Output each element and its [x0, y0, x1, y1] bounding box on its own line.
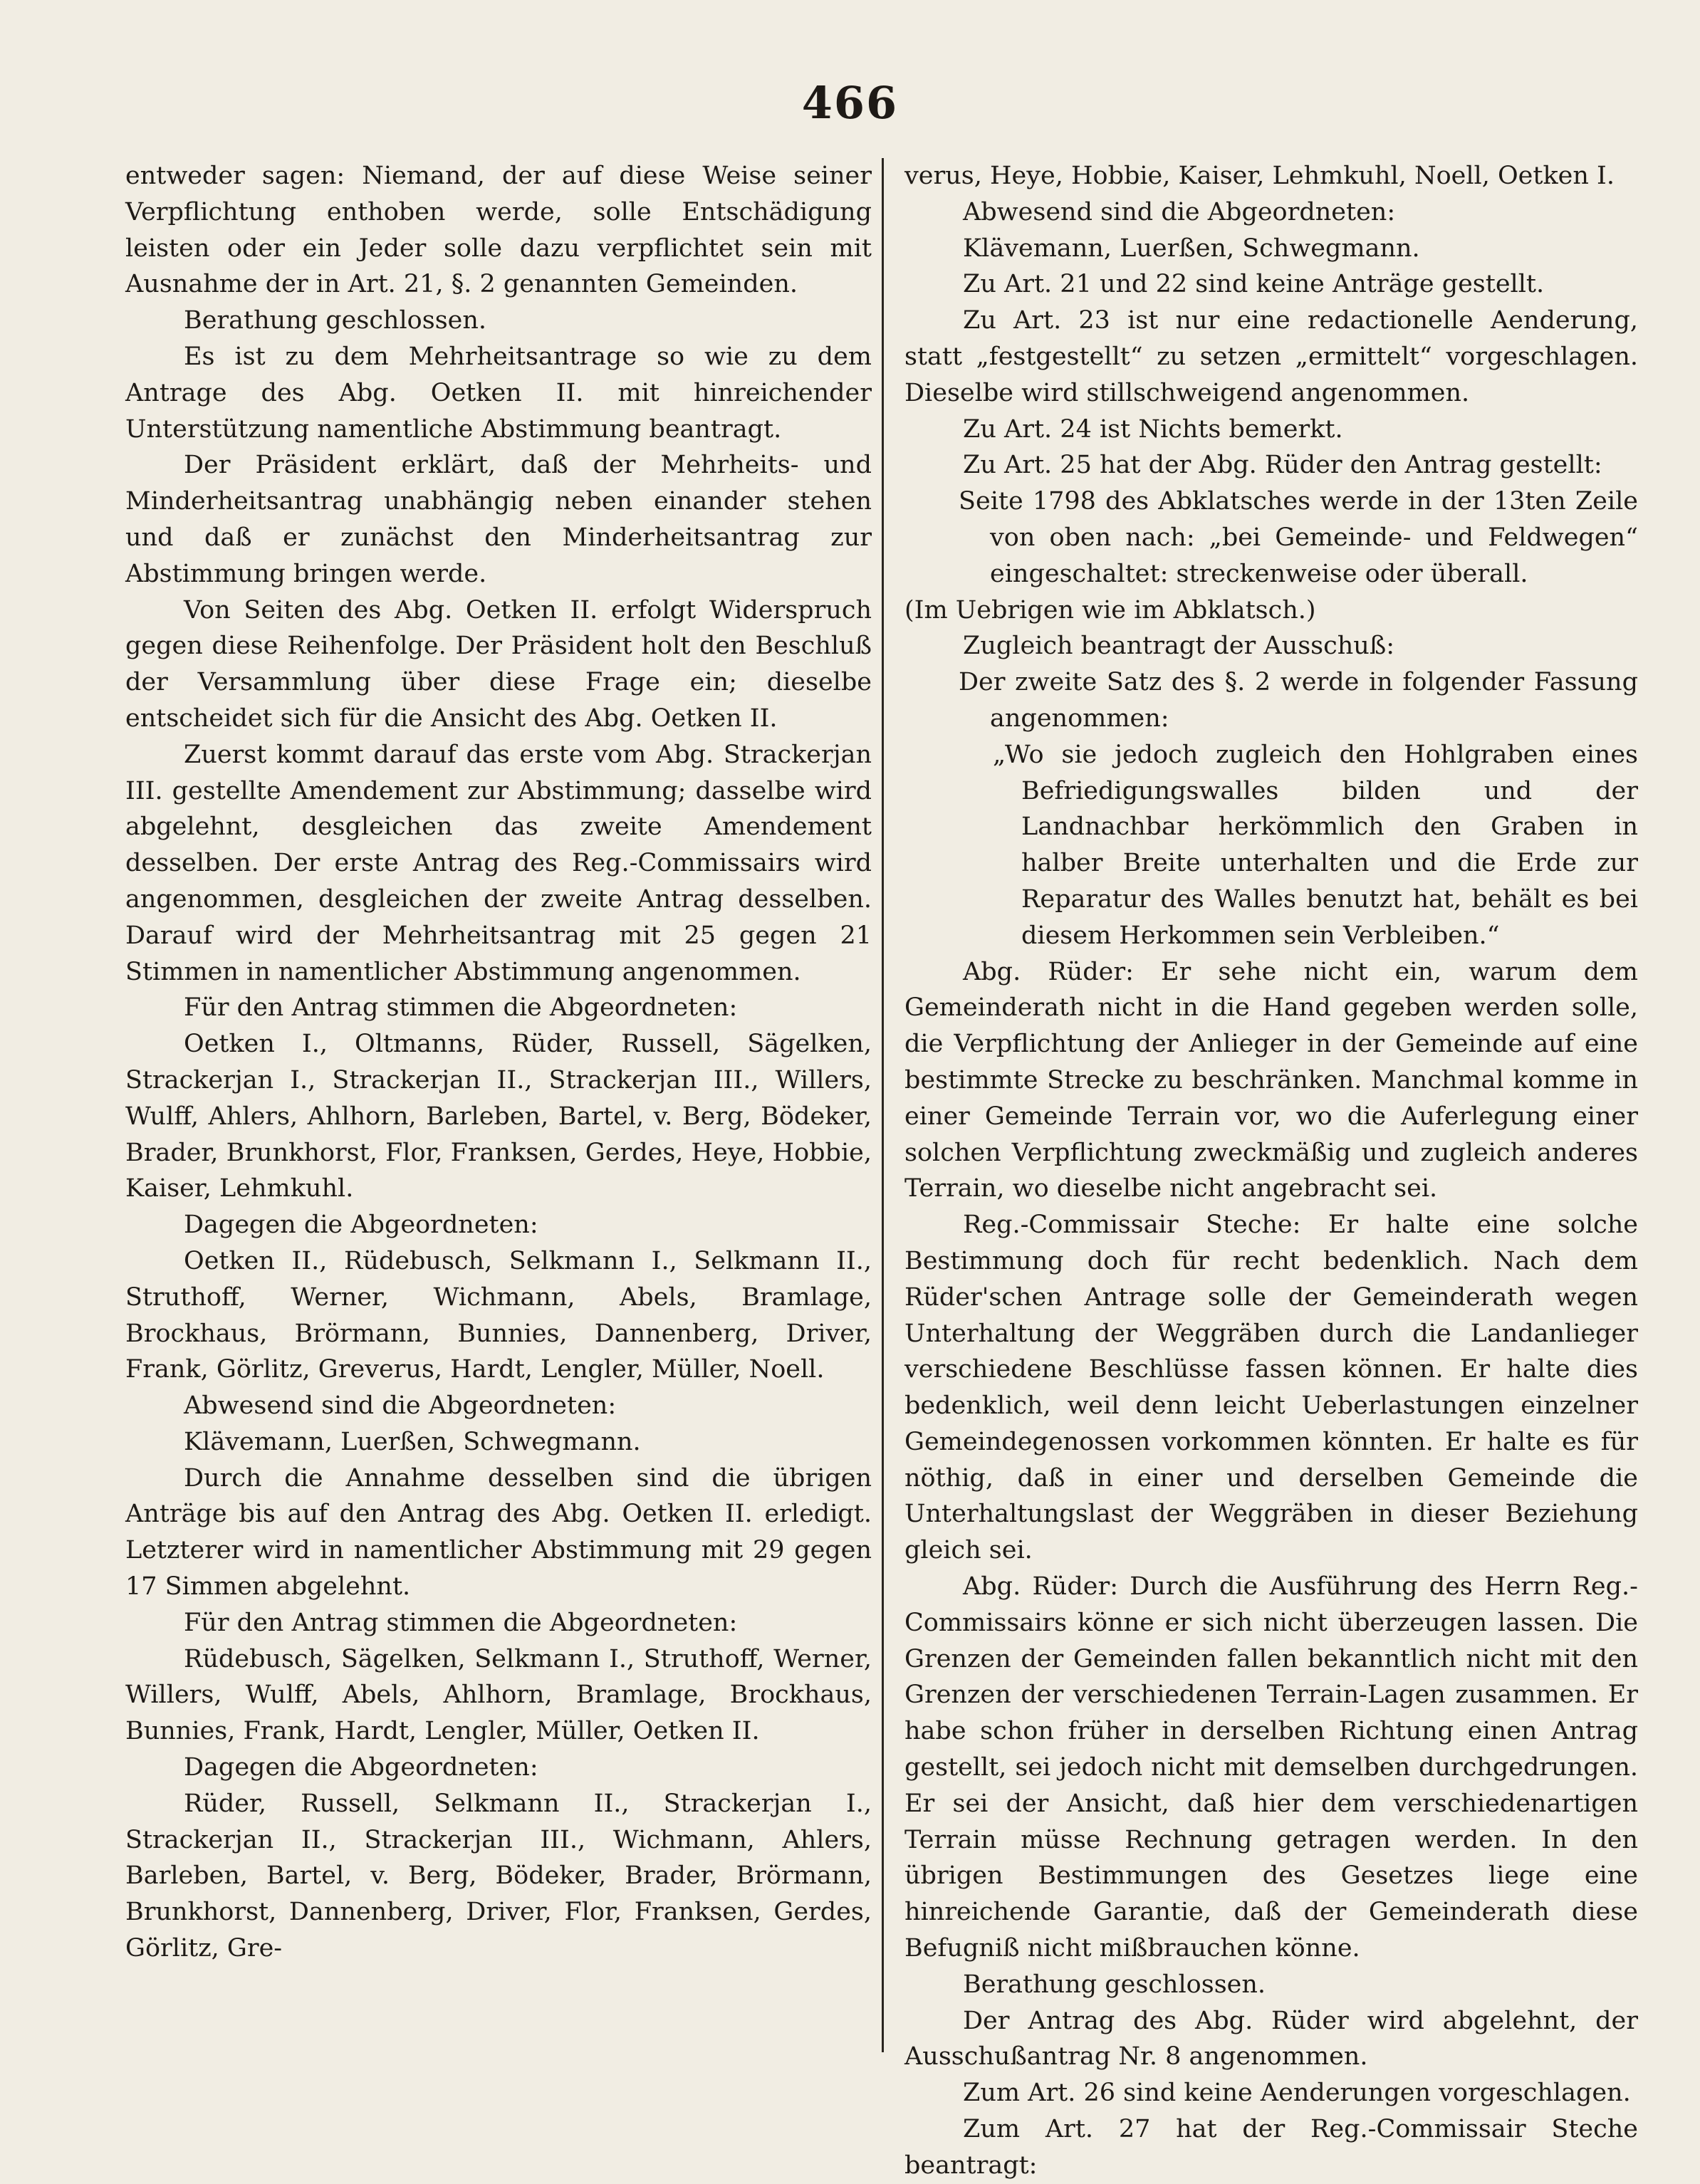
paragraph: entweder sagen: Niemand, der auf diese Weise seiner Verpflichtung enthoben werde, solle Entschädigung leisten oder ein Jeder solle dazu verpflichtet sein mit Ausnahme der in Art. 21, §. 2 genannten Gemeinden.	[125, 162, 872, 299]
page-number: 466	[801, 77, 899, 129]
vote-heading: Dagegen die Abgeordneten:	[184, 1211, 538, 1240]
speech: Reg.-Commissair Steche: Er halte eine solche Bestimmung doch für recht bedenklich. Nach dem Rüder'schen Antrage solle der Gemeinderath wegen Unterhaltung der Weggräben durch die Landanlieger verschiedene Beschlüsse fassen können. Er halte dies bedenklich, weil denn leicht Ueberlastungen einzelner Gemeindegenossen vorkommen könnten. Er halte es für nöthig, daß in einer und derselben Gemeinde die Unterhaltungslast der Weggräben in dieser Beziehung gleich sei.	[904, 1211, 1638, 1565]
name-list: Klävemann, Luerßen, Schwegmann.	[184, 1427, 641, 1456]
paragraph: Zu Art. 24 ist Nichts bemerkt.	[963, 414, 1343, 444]
paragraph: Durch die Annahme desselben sind die übrigen Anträge bis auf den Antrag des Abg. Oetken II. erledigt. Letzterer wird in namentlicher Abstimmung mit 29 gegen 17 Simmen abgelehnt.	[125, 1463, 872, 1602]
paragraph: Es ist zu dem Mehrheitsantrage so wie zu dem Antrage des Abg. Oetken II. mit hinreichender Unterstützung namentliche Abstimmung beantragt.	[125, 342, 872, 444]
vote-heading: Abwesend sind die Abgeordneten:	[963, 197, 1396, 226]
paragraph: Zum Art. 27 hat der Reg.-Commissair Steche beantragt:	[904, 2115, 1638, 2180]
paragraph: Der Antrag des Abg. Rüder wird abgelehnt, der Ausschußantrag Nr. 8 angenommen.	[904, 2006, 1638, 2071]
paragraph: (Im Uebrigen wie im Abklatsch.)	[904, 595, 1316, 625]
vote-heading: Dagegen die Abgeordneten:	[184, 1753, 538, 1782]
name-list: Klävemann, Luerßen, Schwegmann.	[963, 234, 1420, 263]
paragraph: Zuerst kommt darauf das erste vom Abg. Strackerjan III. gestellte Amendement zur Abstimmung; dasselbe wird abgelehnt, desgleichen das zweite Amendement desselben. Der erste Antrag des Reg.-Commissairs wird angenommen, desgleichen der zweite Antrag desselben. Darauf wird der Mehrheitsantrag mit 25 gegen 21 Stimmen in namentlicher Abstimmung angenommen.	[125, 740, 872, 986]
vote-heading: Für den Antrag stimmen die Abgeordneten:	[184, 1608, 738, 1637]
paragraph: Zum Art. 26 sind keine Aenderungen vorgeschlagen.	[963, 2079, 1631, 2108]
name-list: Rüder, Russell, Selkmann II., Strackerjan I., Strackerjan II., Strackerjan III., Wichmann, Ahlers, Barleben, Bartel, v. Berg, Bödeker, Brader, Brörmann, Brunkhorst, Dannenberg, Driver, Flor, Franksen, Gerdes, Görlitz, Gre-	[125, 1789, 872, 1963]
paragraph: Zugleich beantragt der Ausschuß:	[963, 632, 1394, 661]
column-divider	[882, 158, 884, 2052]
name-list: verus, Heye, Hobbie, Kaiser, Lehmkuhl, Noell, Oetken I.	[904, 162, 1615, 190]
name-list: Oetken I., Oltmanns, Rüder, Russell, Sägelken, Strackerjan I., Strackerjan II., Strackerjan III., Willers, Wulff, Ahlers, Ahlhorn, Barleben, Bartel, v. Berg, Bödeker, Brader, Brunkhorst, Flor, Franksen, Gerdes, Heye, Hobbie, Kaiser, Lehmkuhl.	[125, 1030, 872, 1203]
speech: Abg. Rüder: Er sehe nicht ein, warum dem Gemeinderath nicht in die Hand gegeben werden solle, die Verpflichtung der Anlieger in der Gemeinde auf eine bestimmte Strecke zu beschränken. Manchmal komme in einer Gemeinde Terrain vor, wo die Auferlegung einer solchen Verpflichtung zweckmäßig und zugleich anderes Terrain, wo dieselbe nicht angebracht sei.	[904, 957, 1638, 1203]
name-list: Oetken II., Rüdebusch, Selkmann I., Selkmann II., Struthoff, Werner, Wichmann, Abels, Bramlage, Brockhaus, Brörmann, Bunnies, Dannenberg, Driver, Frank, Görlitz, Greverus, Hardt, Lengler, Müller, Noell.	[125, 1246, 872, 1384]
left-column	[125, 158, 872, 1967]
right-column	[904, 158, 1638, 2184]
paragraph: Zu Art. 21 und 22 sind keine Anträge gestellt.	[963, 270, 1545, 299]
paragraph: Berathung geschlossen.	[963, 1970, 1266, 1999]
paragraph: Zu Art. 25 hat der Abg. Rüder den Antrag gestellt:	[963, 451, 1602, 480]
speech: Abg. Rüder: Durch die Ausführung des Herrn Reg.-Commissairs könne er sich nicht überzeugen lassen. Die Grenzen der Gemeinden fallen bekanntlich nicht mit den Grenzen der verschiedenen Terrain-Lagen zusammen. Er habe schon früher in derselben Richtung einen Antrag gestellt, sei jedoch nicht mit demselben durchgedrungen. Er sei der Ansicht, daß hier dem verschiedenartigen Terrain müsse Rechnung getragen werden. In den übrigen Bestimmungen des Gesetzes liege eine hinreichende Garantie, daß der Gemeinderath diese Befugniß nicht mißbrauchen könne.	[904, 1572, 1638, 1963]
paragraph: Berathung geschlossen.	[184, 306, 487, 335]
paragraph: Der Präsident erklärt, daß der Mehrheits- und Minderheitsantrag unabhängig neben einander stehen und daß er zunächst den Minderheitsantrag zur Abstimmung bringen werde.	[125, 451, 872, 588]
vote-heading: Abwesend sind die Abgeordneten:	[184, 1391, 617, 1421]
vote-heading: Für den Antrag stimmen die Abgeordneten:	[184, 993, 738, 1023]
motion-text: Der zweite Satz des §. 2 werde in folgender Fassung angenommen:	[959, 668, 1638, 733]
name-list: Rüdebusch, Sägelken, Selkmann I., Struthoff, Werner, Willers, Wulff, Abels, Ahlhorn, Bramlage, Brockhaus, Bunnies, Frank, Hardt, Lengler, Müller, Oetken II.	[125, 1644, 872, 1746]
motion-text: Seite 1798 des Abklatsches werde in der 13ten Zeile von oben nach: „bei Gemeinde- und Feldwegen“ eingeschaltet: streckenweise oder überall.	[959, 487, 1638, 588]
paragraph: Zu Art. 23 ist nur eine redactionelle Aenderung, statt „festgestellt“ zu setzen „ermittelt“ vorgeschlagen. Dieselbe wird stillschweigend angenommen.	[904, 306, 1638, 407]
quoted-wording: „Wo sie jedoch zugleich den Hohlgraben eines Befriedigungswalles bilden und der Landnachbar herkömmlich den Graben in halber Breite unterhalten und die Erde zur Reparatur des Walles benutzt hat, behält es bei diesem Herkommen sein Verbleiben.“	[993, 740, 1638, 950]
paragraph: Von Seiten des Abg. Oetken II. erfolgt Widerspruch gegen diese Reihenfolge. Der Präsident holt den Beschluß der Versammlung über diese Frage ein; dieselbe entscheidet sich für die Ansicht des Abg. Oetken II.	[125, 595, 872, 733]
